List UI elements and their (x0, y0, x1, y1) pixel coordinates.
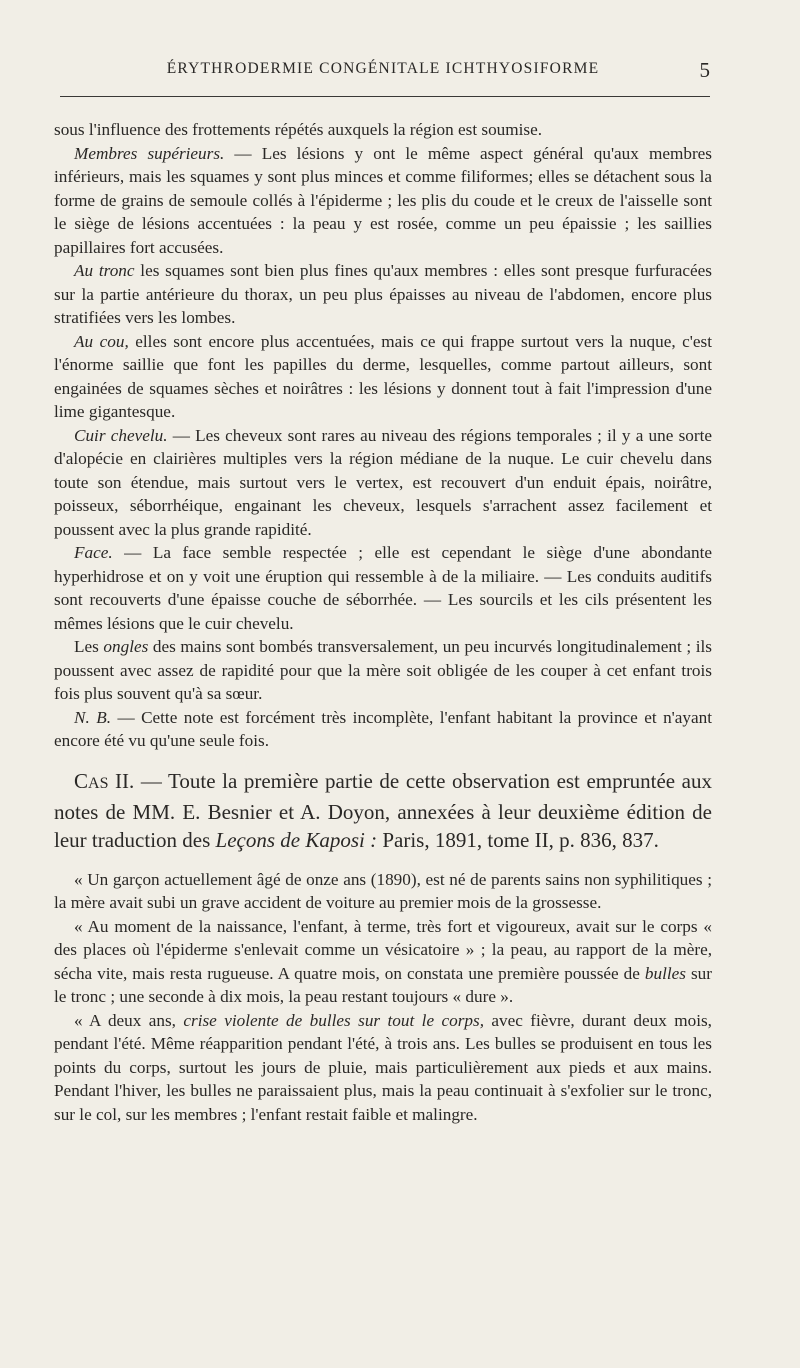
paragraph-text: — Cette note est forcément très incomplète, l'enfant habitant la province et n'ayant encore été vu qu'une seule fois. (54, 707, 712, 750)
paragraph-tronc (54, 259, 712, 330)
paragraph-text: les squames sont bien plus fines qu'aux membres : elles sont presque furfuracées sur la partie antérieure du thorax, un peu plus épaisses au niveau de l'abdomen, encore plus stratifiées vers les lombes. (54, 261, 712, 327)
running-head (54, 58, 712, 88)
paragraph-cou (54, 330, 712, 424)
emphasis: bulles (644, 963, 686, 983)
section-label: Membres supérieurs. (74, 143, 225, 163)
paragraph-cuir-chevelu (54, 424, 712, 542)
paragraph-ongles (54, 635, 712, 706)
section-label: Au cou, (74, 331, 129, 351)
header-rule (60, 96, 710, 97)
body-text (54, 118, 712, 1126)
case-text: — Toute la première partie de cette observation est empruntée aux notes de MM. E. Besnier et A. Doyon, annexées à leur deuxième édition de leur traduction des (54, 768, 712, 852)
section-label: N. B. (74, 707, 111, 727)
paragraph-text: sur le tronc ; une seconde à dix mois, la peau restant toujours « dure ». (54, 963, 712, 1006)
paragraph-face (54, 541, 712, 635)
paragraph-text: sous l'influence des frottements répétés auxquels la région est soumise. (54, 120, 543, 139)
case-label-initial: C (74, 768, 89, 793)
case-label-smallcaps: AS (88, 774, 109, 792)
case-heading-paragraph (54, 767, 712, 854)
section-label: ongles (103, 637, 149, 656)
paragraph-lead: Les (74, 637, 104, 656)
section-label: Face. (74, 543, 113, 562)
section-label: Au tronc (74, 261, 135, 280)
paragraph-text: — La face semble respectée ; elle est cependant le siège d'une abondante hyperhidrose et on y voit une éruption qui ressemble à de la miliaire. — Les conduits auditifs sont recouverts d'une épaisse couche de séborrhée. — Les sourcils et les cils présentent les mêmes lésions que le cuir chevelu. (54, 543, 712, 633)
section-label: Cuir chevelu. (74, 425, 168, 445)
paragraph-nota-bene (54, 706, 712, 753)
paragraph-text: des mains sont bombés transversalement, un peu incurvés longitudinalement ; ils poussent avec assez de rapidité pour que la mère soit obligée de les couper à cet enfant trois fois plus souvent qu'à sa sœur. (54, 637, 712, 703)
quoted-paragraph-1 (54, 868, 712, 915)
paragraph-continuation (54, 118, 712, 142)
page-number: 5 (699, 58, 710, 82)
case-label-number: II. (108, 768, 135, 793)
case-label (74, 769, 134, 793)
case-citation: Paris, 1891, tome II, p. 836, 837. (377, 827, 659, 852)
paragraph-lead: « A deux ans, (74, 1010, 184, 1030)
emphasis: crise violente de bulles sur tout le corps, (183, 1010, 484, 1030)
paragraph-text: — Les lésions y ont le même aspect général qu'aux membres inférieurs, mais les squames y sont plus minces et comme filiformes; elles se détachent sous la forme de grains de semoule collés à l'épiderme ; les plis du coude et le creux de l'aisselle sont le siège de lésions accentuées : la peau y est rosée, comme un peu épaissie ; les saillies papillaires fort accusées. (54, 143, 712, 257)
quoted-paragraph-2 (54, 915, 712, 1009)
paragraph-text: elles sont encore plus accentuées, mais ce qui frappe surtout vers la nuque, c'est l'énorme saillie que font les papilles du derme, lesquelles, comme partout ailleurs, sont engainées de squames sèches et noirâtres : les lésions y donnent tout à fait l'impression d'une lime gigantesque. (54, 331, 712, 421)
paragraph-text: avec fièvre, durant deux mois, pendant l'été. Même réapparition pendant l'été, à trois ans. Les bulles se produisent en tous les points du corps, surtout les jours de pluie, mais particulièrement aux pieds et aux mains. Pendant l'hiver, les bulles ne paraissaient plus, mais la peau continuait à s'exfolier sur le tronc, sur le col, sur les membres ; l'enfant restait faible et malingre. (54, 1010, 712, 1124)
running-title: ÉRYTHRODERMIE CONGÉNITALE ICHTHYOSIFORME (166, 60, 600, 77)
paragraph-text: — Les cheveux sont rares au niveau des régions temporales ; il y a une sorte d'alopécie en clairières multiples vers la région médiane de la nuque. Le cuir chevelu dans toute son étendue, mais surtout vers le vertex, est recouvert d'un enduit épais, noirâtre, poisseux, séborrhéique, engainant les cheveux, lesquels s'arrachent assez facilement et poussent avec la plus grande rapidité. (54, 425, 712, 539)
paragraph-text: « Un garçon actuellement âgé de onze ans (1890), est né de parents sains non syphilitiques ; la mère avait subi un grave accident de voiture au premier mois de la grossesse. (54, 869, 712, 912)
cited-work: Leçons de Kaposi : (215, 827, 378, 852)
quoted-paragraph-3 (54, 1009, 712, 1127)
paragraph-lead: « Au moment de la naissance, l'enfant, à terme, très fort et vigoureux, avait sur le corps « des places où l'épiderme s'enlevait comme un vésicatoire » ; la peau, au rapport de la mère, sécha vite, mais resta rugueuse. A quatre mois, on constata une première poussée de (54, 916, 712, 983)
paragraph-membres-superieurs (54, 142, 712, 260)
